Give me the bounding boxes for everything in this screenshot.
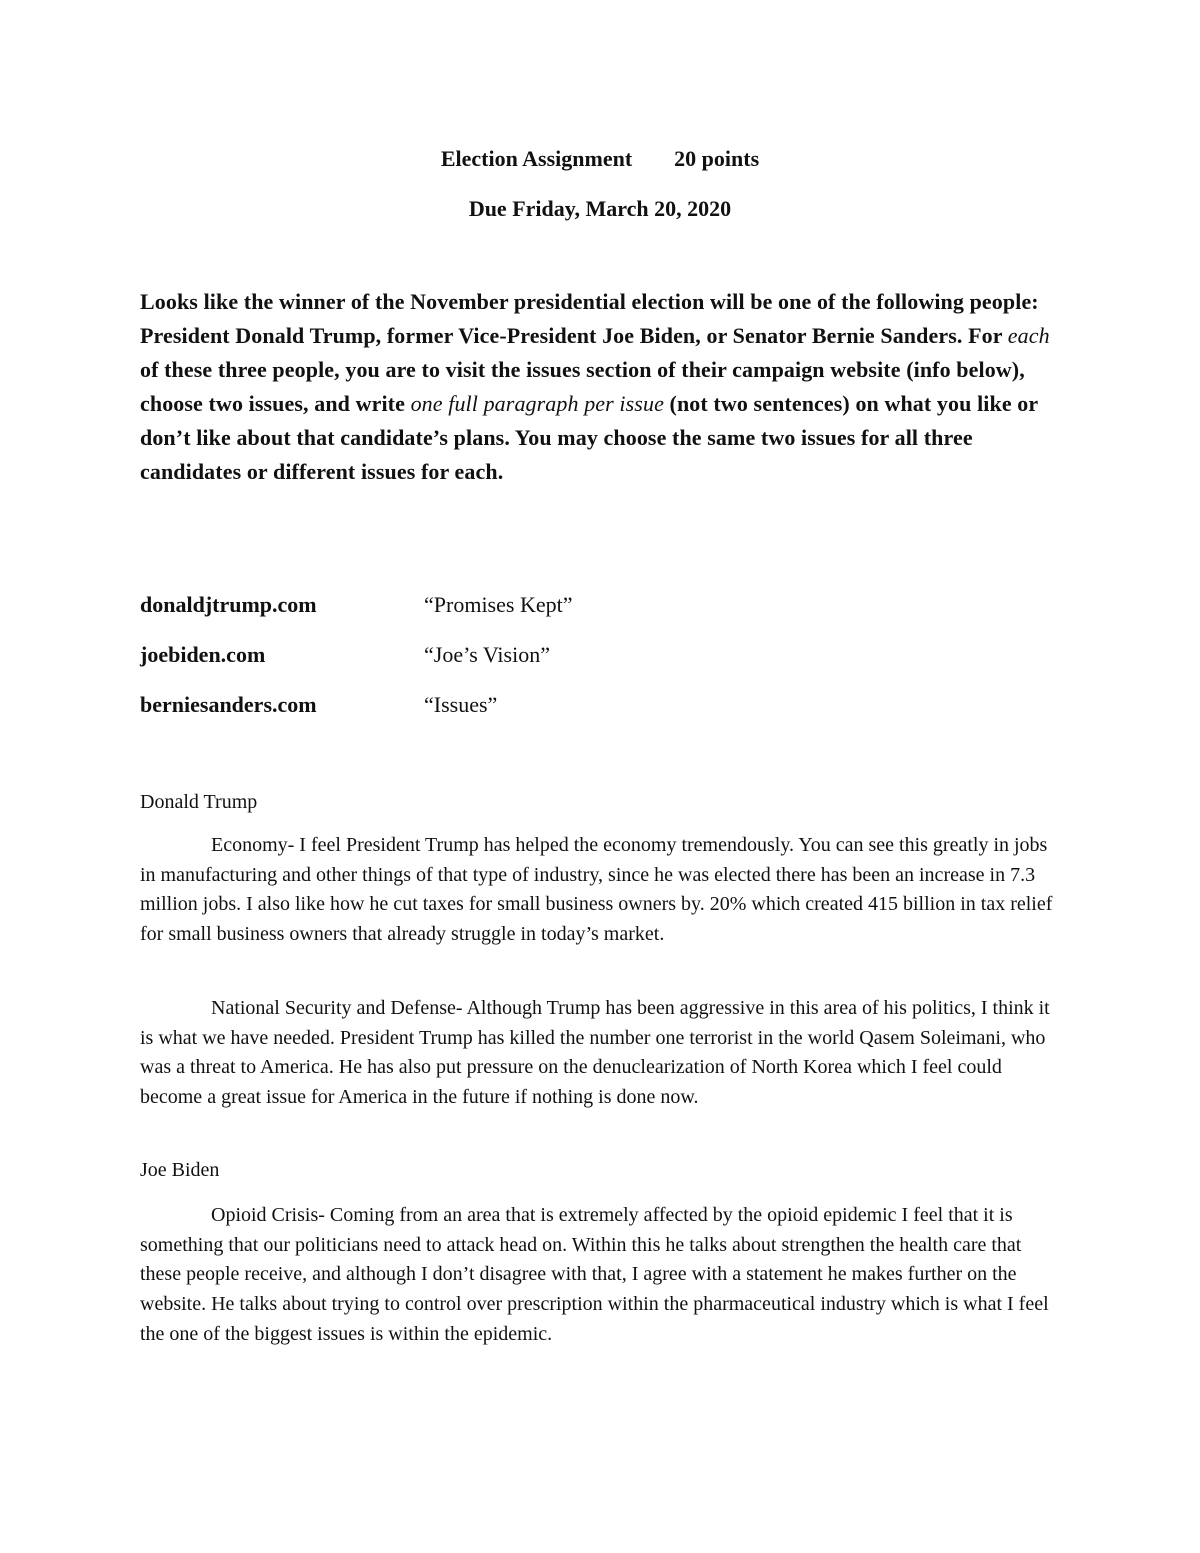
due-date: Due Friday, March 20, 2020: [468, 196, 732, 221]
paragraph-economy: Economy- I feel President Trump has helped the economy tremendously. You can see this greatly in jobs in manufacturing and other things of that type of industry, since he was elected there has been an increase in 7.3 million jobs. I also like how he cut taxes for small business owners by. 20% which created 415 billion in tax relief for small business owners that already struggle in today’s market.: [140, 834, 1053, 946]
title-text: Election Assignment: [440, 146, 633, 171]
intro-emphasis-paragraph: one full paragraph per issue: [410, 391, 664, 416]
paragraph-opioid-crisis: Opioid Crisis- Coming from an area that is extremely affected by the opioid epidemic I feel that it is something that our politicians need to attack head on. Within this he talks about strengthen the health care that these people receive, and although I don’t disagree with that, I agree with a statement he makes further on the website. He talks about trying to control over prescription within the pharmaceutical industry which is what I feel the one of the biggest issues is within the epidemic.: [140, 1204, 1049, 1345]
website-section-label: “Joe’s Vision”: [424, 642, 550, 667]
intro-part-1: Looks like the winner of the November presidential election will be one of the following people: President Donald Trump, former Vice-President Joe Biden, or Senator Bernie Sanders. For: [140, 289, 1039, 348]
intro-part-2: of these three people, you are to visit the issues section of their campaign website (info below), choose two issues, and write: [140, 357, 1025, 416]
website-list: [140, 590, 1060, 740]
section-heading-trump: Donald Trump: [140, 791, 258, 813]
paragraph-national-security: National Security and Defense- Although Trump has been aggressive in this area of his politics, I think it is what we have needed. President Trump has killed the number one terrorist in the world Qasem Soleimani, who was a threat to America. He has also put pressure on the denuclearization of North Korea which I feel could become a great issue for America in the future if nothing is done now.: [140, 997, 1050, 1109]
section-heading-biden: Joe Biden: [140, 1159, 220, 1181]
website-section-label: “Promises Kept”: [424, 592, 573, 617]
intro-part-3: (not two sentences) on what you like or don’t like about that candidate’s plans. You may choose the same two issues for all three candidates or different issues for each.: [140, 391, 1038, 484]
website-url: donaldjtrump.com: [140, 592, 317, 617]
intro-emphasis-each: each: [1007, 323, 1050, 348]
assignment-title: [0, 146, 1200, 172]
points-text: 20 points: [674, 146, 760, 171]
website-row-trump: [140, 590, 1060, 640]
website-row-biden: [140, 640, 1060, 690]
intro-paragraph: [140, 285, 1060, 489]
website-section-label: “Issues”: [424, 692, 498, 717]
website-url: berniesanders.com: [140, 692, 317, 717]
website-row-sanders: [140, 690, 1060, 740]
website-url: joebiden.com: [140, 642, 266, 667]
